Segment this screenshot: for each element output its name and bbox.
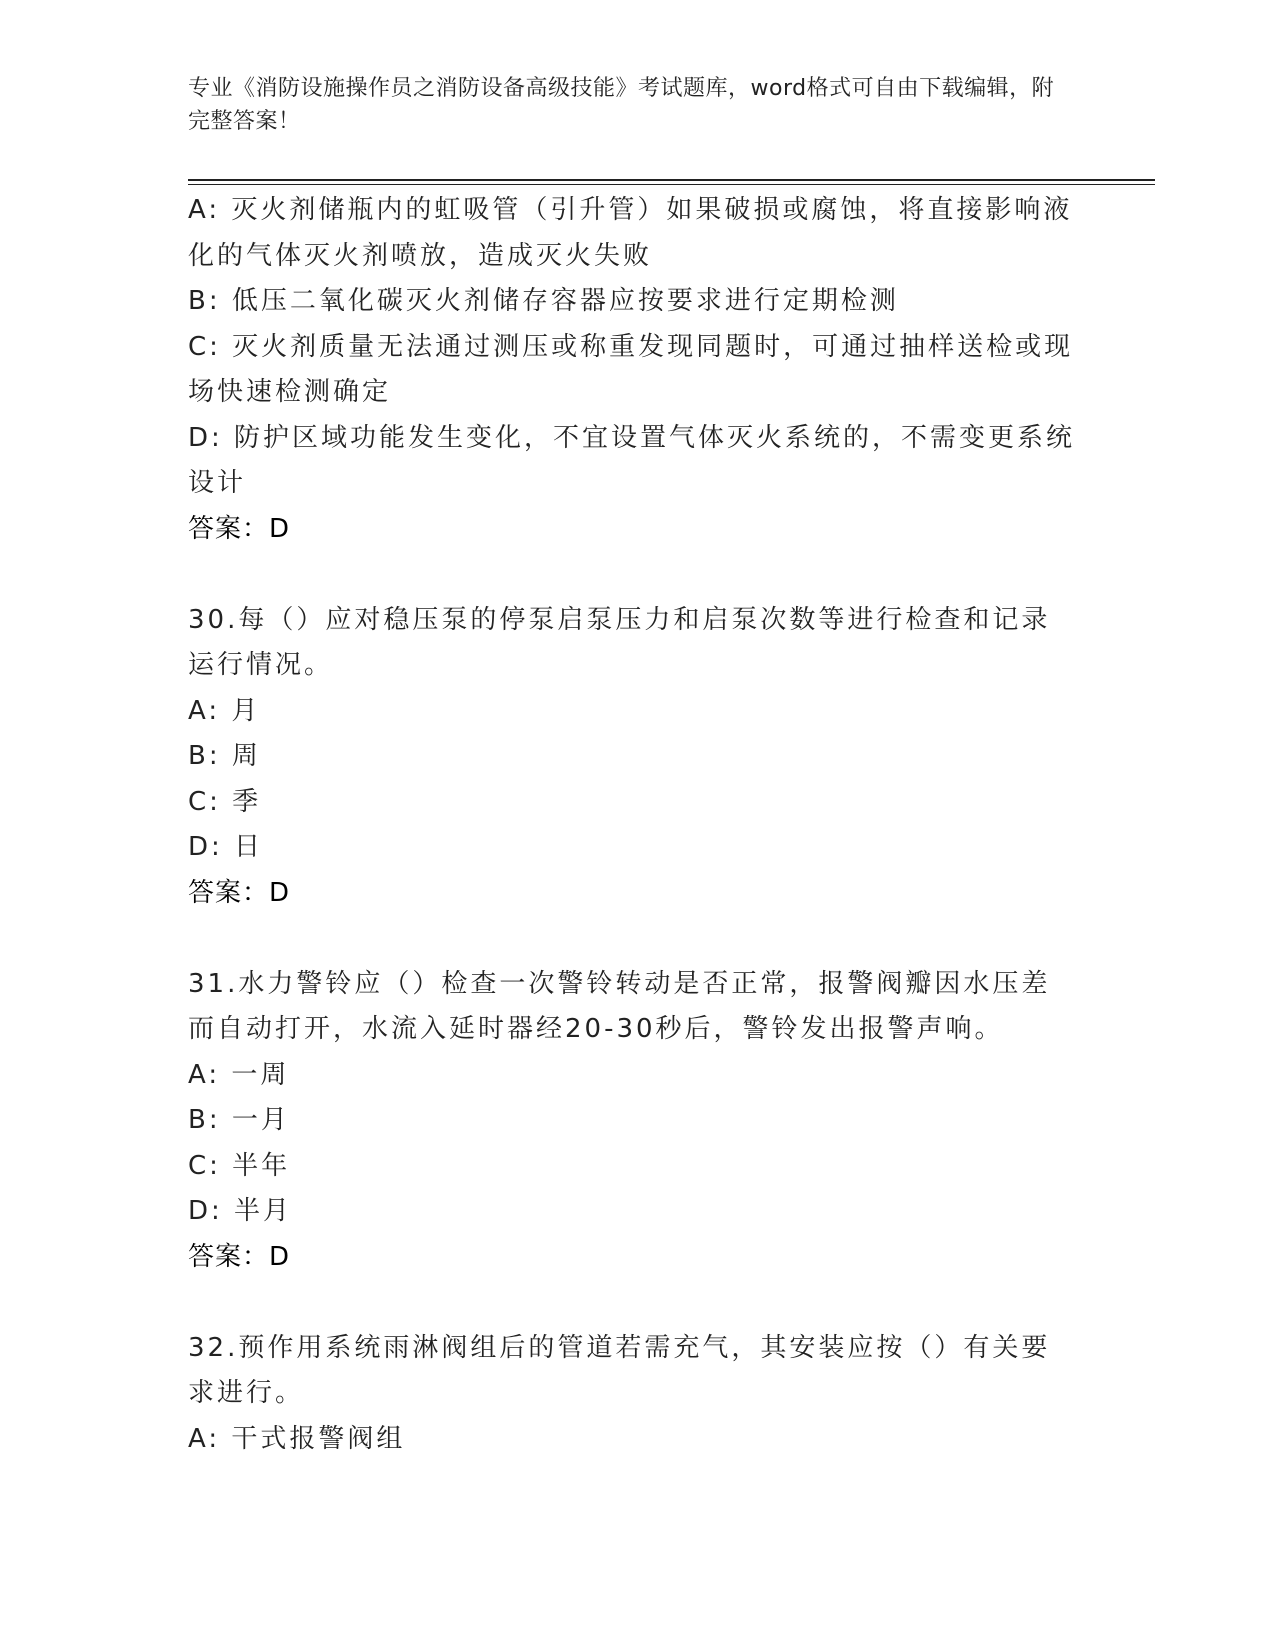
option-c: C: 季: [188, 786, 262, 817]
question-30: [188, 598, 1078, 917]
question-list: [188, 188, 1078, 1462]
option-b: B: 一月: [188, 1105, 290, 1135]
header-divider-thick: [188, 179, 1155, 181]
question-continued: [188, 188, 1078, 552]
spacer: [188, 1280, 1078, 1326]
question-32: [188, 1326, 1078, 1463]
option-b: B: 低压二氧化碳灭火剂储存容器应按要求进行定期检测: [188, 286, 899, 316]
answer-line: 答案：D: [188, 513, 291, 544]
document-header: 专业《消防设施操作员之消防设备高级技能》考试题库，word格式可自由下载编辑，附完整答案！: [188, 76, 1055, 134]
option-a: A: 灭火剂储瓶内的虹吸管（引升管）如果破损或腐蚀，将直接影响液化的气体灭火剂喷放，造成灭火失败: [188, 195, 1073, 271]
option-a: A: 一周: [188, 1059, 290, 1090]
option-d: D: 防护区域功能发生变化，不宜设置气体灭火系统的，不需变更系统设计: [188, 422, 1076, 498]
option-c: C: 半年: [188, 1150, 291, 1181]
question-stem: 30.每（）应对稳压泵的停泵启泵压力和启泵次数等进行检查和记录运行情况。: [188, 604, 1051, 680]
option-d: D: 半月: [188, 1196, 293, 1226]
question-stem: 32.预作用系统雨淋阀组后的管道若需充气，其安装应按（）有关要求进行。: [188, 1332, 1051, 1408]
option-d: D: 日: [188, 832, 264, 862]
option-a: A: 干式报警阀组: [188, 1423, 406, 1454]
question-stem: 31.水力警铃应（）检查一次警铃转动是否正常，报警阀瓣因水压差而自动打开，水流入延时器经20-30秒后，警铃发出报警声响。: [188, 968, 1051, 1044]
option-c: C: 灭火剂质量无法通过测压或称重发现同题时，可通过抽样送检或现场快速检测确定: [188, 331, 1074, 407]
spacer: [188, 916, 1078, 962]
answer-line: 答案：D: [188, 1241, 291, 1272]
question-31: [188, 962, 1078, 1281]
option-b: B: 周: [188, 741, 261, 771]
option-a: A: 月: [188, 695, 261, 726]
spacer: [188, 552, 1078, 598]
header-divider-thin: [188, 184, 1155, 185]
answer-line: 答案：D: [188, 877, 291, 908]
